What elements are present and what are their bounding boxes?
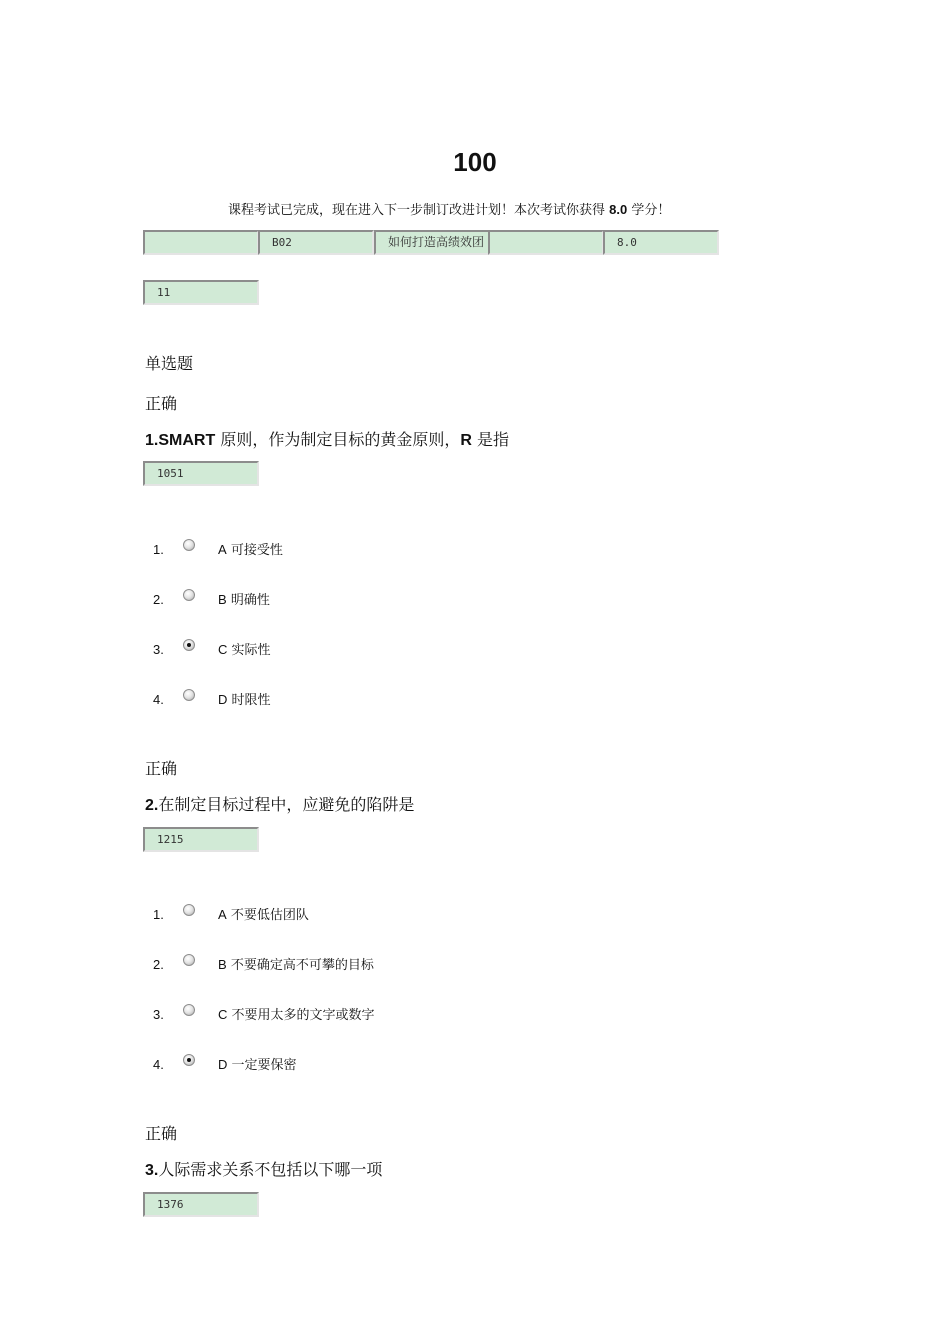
option-text: 不要用太多的文字或数字 [231, 1008, 375, 1023]
question-2-status: 正确 [145, 759, 178, 778]
credits-field[interactable]: 8.0 [603, 230, 719, 255]
question-1-status: 正确 [145, 394, 178, 413]
question-2-title [145, 794, 414, 817]
question-2-title-text: 在制定目标过程中，应避免的陷阱是 [158, 795, 415, 814]
option-label [218, 906, 309, 925]
radio-button[interactable] [183, 689, 195, 701]
option-number: 2. [153, 957, 164, 972]
option-text: 一定要保密 [231, 1058, 297, 1073]
option-text: 不要低估团队 [230, 908, 309, 923]
question-3-title [145, 1159, 382, 1182]
radio-button[interactable] [183, 539, 195, 551]
option-letter: B [218, 957, 227, 972]
option-number: 1. [153, 907, 164, 922]
course-code-field[interactable]: B02 [258, 230, 374, 255]
option-letter: C [218, 642, 228, 657]
option-label [218, 1006, 375, 1025]
option-letter: A [218, 542, 227, 557]
option-label [218, 591, 270, 610]
info-field-4[interactable] [488, 230, 604, 255]
radio-button[interactable] [183, 904, 195, 916]
radio-button[interactable] [183, 954, 195, 966]
option-letter: D [218, 692, 228, 707]
course-name-field[interactable]: 如何打造高绩效团 [374, 230, 490, 255]
summary-prefix: 课程考试已完成，现在进入下一步制订改进计划！本次考试你获得 [228, 203, 606, 218]
credits-value: 8.0 [609, 202, 628, 217]
question-3-number: 3. [145, 1162, 159, 1179]
radio-button-selected[interactable] [183, 639, 195, 651]
option-text: 时限性 [231, 693, 271, 708]
option-letter: A [218, 907, 227, 922]
question-1-title-part-1: SMART [158, 432, 216, 449]
option-number: 1. [153, 542, 164, 557]
radio-button[interactable] [183, 589, 195, 601]
option-label [218, 541, 283, 560]
option-text: 实际性 [231, 643, 271, 658]
option-letter: D [218, 1057, 228, 1072]
section-title: 单选题 [145, 354, 194, 373]
radio-button[interactable] [183, 1004, 195, 1016]
option-label [218, 956, 374, 975]
option-label [218, 641, 271, 660]
option-number: 4. [153, 1057, 164, 1072]
option-letter: C [218, 1007, 228, 1022]
option-letter: B [218, 592, 227, 607]
option-text: 不要确定高不可攀的目标 [230, 958, 374, 973]
question-2-number: 2. [145, 797, 159, 814]
question-1-id-field[interactable]: 1051 [143, 461, 259, 486]
option-number: 3. [153, 1007, 164, 1022]
option-number: 3. [153, 642, 164, 657]
score: 100 [453, 147, 497, 177]
info-field-1[interactable] [143, 230, 259, 255]
option-label [218, 691, 271, 710]
question-1-number: 1. [145, 432, 159, 449]
question-3-id-field[interactable]: 1376 [143, 1192, 259, 1217]
question-3-status: 正确 [145, 1124, 178, 1143]
question-3-title-text: 人际需求关系不包括以下哪一项 [158, 1160, 383, 1179]
option-number: 2. [153, 592, 164, 607]
question-2-id-field[interactable]: 1215 [143, 827, 259, 852]
question-1-title [145, 429, 509, 452]
option-label [218, 1056, 297, 1075]
question-1-title-part-3: R [460, 432, 472, 449]
option-text: 可接受性 [230, 543, 283, 558]
question-1-title-part-2: 原则，作为制定目标的黄金原则， [220, 430, 461, 449]
option-number: 4. [153, 692, 164, 707]
question-1-title-part-4: 是指 [477, 430, 510, 449]
radio-button-selected[interactable] [183, 1054, 195, 1066]
completion-message [228, 201, 670, 220]
summary-suffix: 学分！ [631, 203, 671, 218]
count-field[interactable]: 11 [143, 280, 259, 305]
option-text: 明确性 [230, 593, 270, 608]
